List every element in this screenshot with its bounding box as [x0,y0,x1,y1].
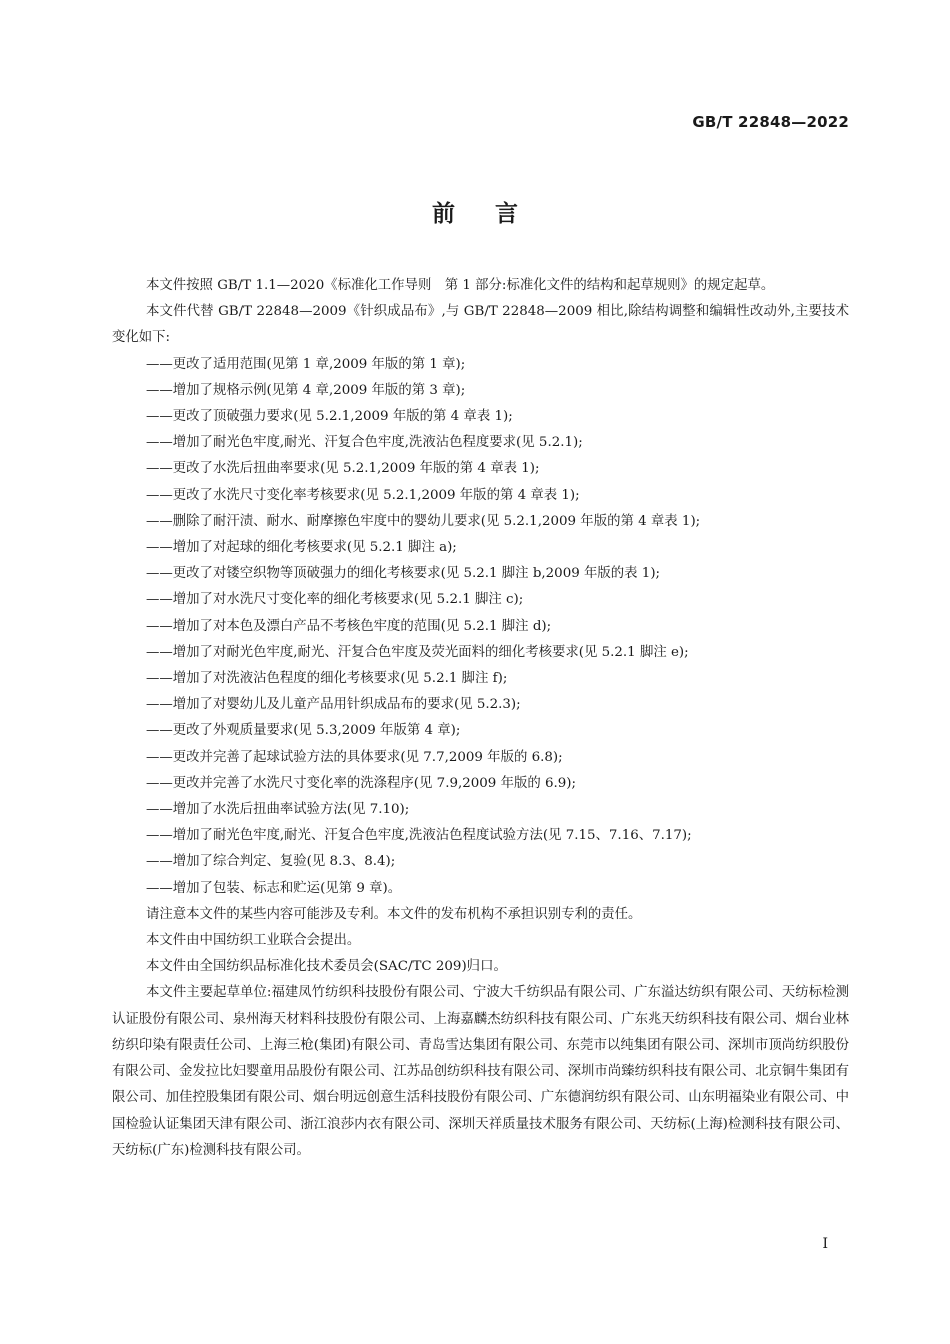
list-item: ——更改了顶破强力要求(见 5.2.1,2009 年版的第 4 章表 1); [146,409,513,425]
intro-paragraph-replacement: 本文件代替 GB/T 22848—2009《针织成品布》,与 GB/T 22848—2009 相比,除结构调整和编辑性改动外,主要技术变化如下: [112,304,849,346]
list-item: ——增加了耐光色牢度,耐光、汗复合色牢度,洗液沾色程度要求(见 5.2.1); [146,435,583,451]
list-item: ——增加了对洗液沾色程度的细化考核要求(见 5.2.1 脚注 f); [146,671,508,687]
list-item: ——更改了适用范围(见第 1 章,2009 年版的第 1 章); [146,356,466,372]
list-item: ——删除了耐汗渍、耐水、耐摩擦色牢度中的婴幼儿要求(见 5.2.1,2009 年版的第 4 章表 1); [146,513,701,529]
page-title: 前言 [432,201,558,227]
list-item: ——增加了包装、标志和贮运(见第 9 章)。 [146,880,402,896]
list-item: ——增加了综合判定、复验(见 8.3、8.4); [146,854,396,870]
list-item: ——增加了对本色及漂白产品不考核色牢度的范围(见 5.2.1 脚注 d); [146,618,552,634]
list-item: ——更改了对镂空织物等顶破强力的细化考核要求(见 5.2.1 脚注 b,2009 年版的表 1); [146,566,661,582]
technical-changes-list [112,352,849,902]
list-item: ——更改了水洗后扭曲率要求(见 5.2.1,2009 年版的第 4 章表 1); [146,461,540,477]
document-body [112,273,849,1164]
list-item: ——增加了对水洗尺寸变化率的细化考核要求(见 5.2.1 脚注 c); [146,592,524,608]
list-item: ——增加了对起球的细化考核要求(见 5.2.1 脚注 a); [146,540,457,556]
patent-notice-paragraph: 请注意本文件的某些内容可能涉及专利。本文件的发布机构不承担识别专利的责任。 [146,906,642,922]
list-item: ——增加了对耐光色牢度,耐光、汗复合色牢度及荧光面料的细化考核要求(见 5.2.1 脚注 e); [146,644,689,660]
list-item: ——增加了耐光色牢度,耐光、汗复合色牢度,洗液沾色程度试验方法(见 7.15、7.16、7.17); [146,828,692,844]
list-item: ——增加了对婴幼儿及儿童产品用针织成品布的要求(见 5.2.3); [146,697,521,713]
drafting-units-paragraph: 本文件主要起草单位:福建凤竹纺织科技股份有限公司、宁波大千纺织品有限公司、广东溢达纺织有限公司、天纺标检测认证股份有限公司、泉州海天材料科技股份有限公司、上海嘉麟杰纺织科技有限公司、广东兆天纺织科技有限公司、烟台业林纺织印染有限责任公司、上海三枪(集团)有限公司、青岛雪达集团有限公司、东莞市以纯集团有限公司、深圳市顶尚纺织股份有限公司、金发拉比妇婴童用品股份有限公司、江苏品创纺织科技有限公司、深圳市尚臻纺织科技有限公司、北京铜牛集团有限公司、加佳控股集团有限公司、烟台明远创意生活科技股份有限公司、广东德润纺织有限公司、山东明福染业有限公司、中国检验认证集团天津有限公司、浙江浪莎内衣有限公司、深圳天祥质量技术服务有限公司、天纺标(上海)检测科技有限公司、天纺标(广东)检测科技有限公司。 [112,985,849,1158]
list-item: ——增加了水洗后扭曲率试验方法(见 7.10); [146,802,410,818]
list-item: ——更改了外观质量要求(见 5.3,2009 年版第 4 章); [146,723,461,739]
standard-code: GB/T 22848—2022 [692,113,849,131]
technical-committee-paragraph: 本文件由全国纺织品标准化技术委员会(SAC/TC 209)归口。 [146,959,507,975]
proposer-paragraph: 本文件由中国纺织工业联合会提出。 [146,933,361,949]
list-item: ——更改并完善了起球试验方法的具体要求(见 7.7,2009 年版的 6.8); [146,749,563,765]
list-item: ——更改并完善了水洗尺寸变化率的洗涤程序(见 7.9,2009 年版的 6.9); [146,775,577,791]
intro-paragraph-drafting-rules: 本文件按照 GB/T 1.1—2020《标准化工作导则 第 1 部分:标准化文件的结构和起草规则》的规定起草。 [146,278,775,293]
list-item: ——更改了水洗尺寸变化率考核要求(见 5.2.1,2009 年版的第 4 章表 1); [146,487,580,503]
page-number: I [822,1236,828,1252]
list-item: ——增加了规格示例(见第 4 章,2009 年版的第 3 章); [146,382,466,398]
